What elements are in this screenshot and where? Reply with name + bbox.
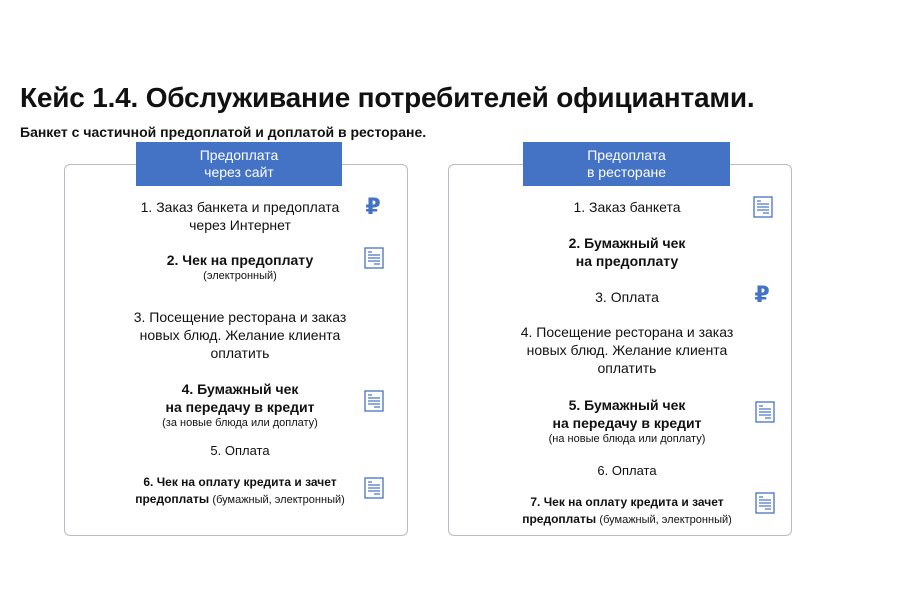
header-prepay-restaurant [523, 142, 730, 186]
step-note: (бумажный, электронный) [212, 494, 345, 506]
receipt-icon [363, 476, 385, 500]
step-text: 1. Заказ банкета [573, 199, 681, 215]
right-step-5 [497, 396, 757, 446]
receipt-icon-svg [364, 247, 384, 269]
step-text: 1. Заказ банкета и предоплата [140, 199, 340, 215]
receipt-icon [754, 400, 776, 424]
page-subtitle: Банкет с частичной предоплатой и доплатой в ресторане. [20, 124, 427, 140]
header-prepay-website [136, 142, 342, 186]
step-text: оплатить [597, 360, 657, 376]
receipt-icon-svg [753, 196, 773, 218]
ruble-icon [362, 196, 384, 220]
step-text: 2. Бумажный чек [568, 235, 686, 251]
step-text: 6. Чек на оплату кредита и зачет [143, 475, 337, 489]
step-text: 3. Посещение ресторана и заказ [133, 309, 347, 325]
step-text: 2. Чек на предоплату [166, 252, 314, 268]
step-note: (электронный) [203, 270, 277, 282]
left-step-6 [110, 474, 370, 509]
right-step-2 [497, 234, 757, 270]
ruble-glyph: ₽ [365, 195, 381, 220]
step-text: 4. Бумажный чек [181, 381, 299, 397]
right-step-1 [497, 198, 757, 216]
header-line: Предоплата [199, 147, 279, 163]
right-step-4 [497, 323, 757, 377]
receipt-icon-svg [755, 401, 775, 423]
right-step-3 [497, 288, 757, 306]
ruble-icon [751, 284, 773, 308]
step-text: 3. Оплата [595, 289, 659, 305]
step-note: (на новые блюда или доплату) [548, 433, 706, 445]
receipt-icon-svg [364, 390, 384, 412]
step-text: 5. Бумажный чек [568, 397, 686, 413]
header-line: в ресторане [586, 164, 667, 180]
step-note: (бумажный, электронный) [599, 514, 732, 526]
page-title: Кейс 1.4. Обслуживание потребителей официантами. [20, 82, 755, 113]
step-note: (за новые блюда или доплату) [162, 417, 318, 429]
receipt-icon [754, 491, 776, 515]
receipt-icon [363, 389, 385, 413]
right-step-7 [497, 494, 757, 529]
right-step-6 [497, 462, 757, 480]
step-text: на предоплату [575, 253, 679, 269]
left-step-4 [110, 380, 370, 430]
step-text: 7. Чек на оплату кредита и зачет [530, 495, 724, 509]
receipt-icon [752, 195, 774, 219]
step-text: предоплаты [522, 512, 597, 526]
left-step-2 [110, 251, 370, 283]
step-text: 4. Посещение ресторана и заказ [520, 324, 734, 340]
step-text: через Интернет [189, 217, 291, 233]
receipt-icon-svg [755, 492, 775, 514]
receipt-icon [363, 246, 385, 270]
step-text: 6. Оплата [597, 463, 657, 478]
step-text: новых блюд. Желание клиента [526, 342, 728, 358]
step-text: оплатить [210, 345, 270, 361]
step-text: 5. Оплата [210, 443, 270, 458]
step-text: на передачу в кредит [165, 399, 315, 415]
step-text: на передачу в кредит [552, 415, 702, 431]
header-line: через сайт [204, 164, 274, 180]
header-line: Предоплата [587, 147, 666, 163]
step-text: новых блюд. Желание клиента [139, 327, 341, 343]
step-text: предоплаты [135, 492, 210, 506]
left-step-5 [110, 442, 370, 460]
left-step-3 [110, 308, 370, 362]
ruble-glyph: ₽ [754, 283, 770, 308]
receipt-icon-svg [364, 477, 384, 499]
left-step-1 [110, 198, 370, 234]
